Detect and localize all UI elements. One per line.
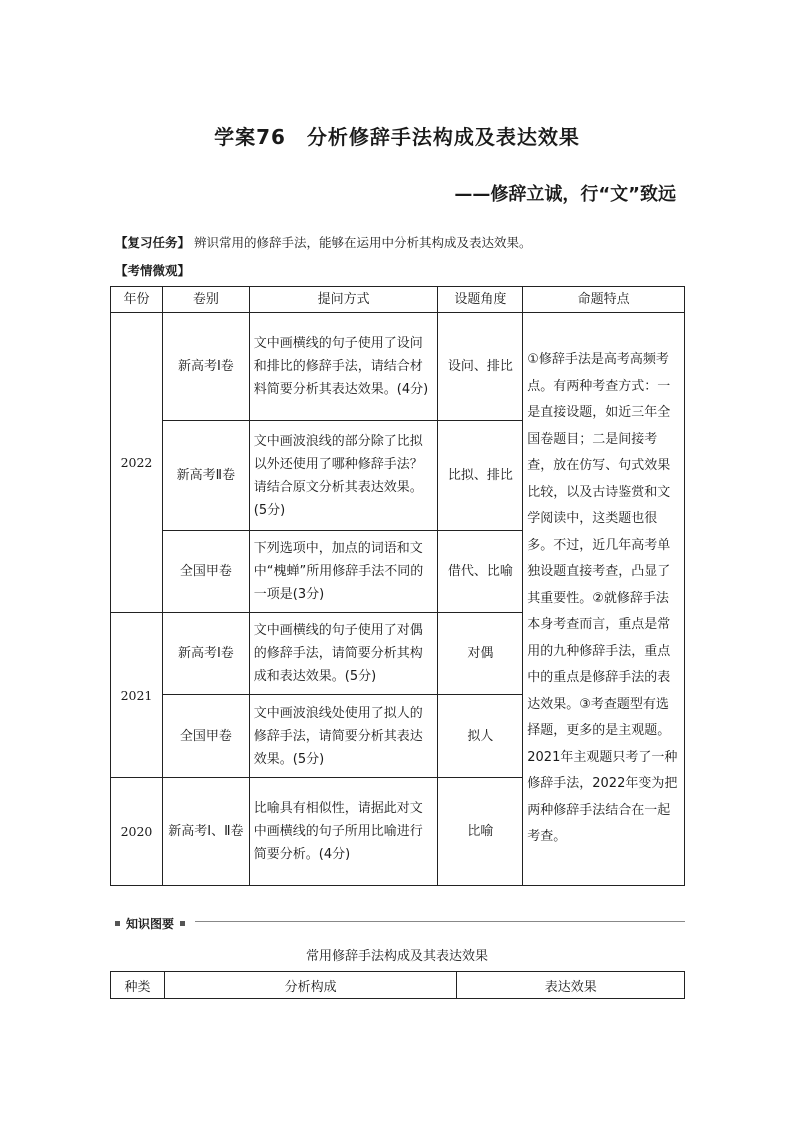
question-cell: 文中画横线的句子使用了对偶的修辞手法，请简要分析其构成和表达效果。(5分): [249, 613, 438, 695]
year-cell: 2020: [111, 778, 163, 886]
question-cell: 文中画波浪线处使用了拟人的修辞手法，请简要分析其表达效果。(5分): [249, 695, 438, 778]
header-structure: 分析构成: [164, 972, 456, 999]
angle-cell: 比喻: [438, 778, 523, 886]
square-bullet-icon: [180, 921, 185, 926]
exam-survey-label: 【考情微观】: [115, 263, 191, 278]
paper-cell: 新高考Ⅰ卷: [162, 313, 249, 421]
knowledge-table-title: 常用修辞手法构成及其表达效果: [305, 949, 488, 964]
header-features: 命题特点: [523, 287, 685, 313]
paper-cell: 新高考Ⅰ卷: [162, 613, 249, 695]
header-paper: 卷别: [162, 287, 249, 313]
header-question: 提问方式: [249, 287, 438, 313]
year-cell: 2022: [111, 313, 163, 613]
section-label: 知识图要: [126, 917, 175, 931]
table-row: [111, 313, 685, 421]
header-year: 年份: [111, 287, 163, 313]
page-title: 学案76 分析修辞手法构成及表达效果: [214, 125, 580, 149]
question-cell: 下列选项中，加点的词语和文中“槐蝉”所用修辞手法不同的一项是(3分): [249, 531, 438, 613]
review-task-text: 辨识常用的修辞手法，能够在运用中分析其构成及表达效果。: [194, 235, 532, 250]
paper-cell: 全国甲卷: [162, 695, 249, 778]
year-cell: 2021: [111, 613, 163, 778]
section-divider: [195, 921, 685, 922]
angle-cell: 对偶: [438, 613, 523, 695]
paper-cell: 全国甲卷: [162, 531, 249, 613]
review-task: [115, 233, 532, 251]
question-cell: 文中画波浪线的部分除了比拟以外还使用了哪种修辞手法？请结合原文分析其表达效果。(5分): [249, 421, 438, 531]
header-angle: 设题角度: [438, 287, 523, 313]
paper-cell: 新高考Ⅰ、Ⅱ卷: [162, 778, 249, 886]
page-subtitle: ——修辞立诚，行“文”致远: [454, 184, 676, 205]
section-heading: [115, 913, 685, 929]
header-effect: 表达效果: [457, 972, 685, 999]
angle-cell: 拟人: [438, 695, 523, 778]
paper-cell: 新高考Ⅱ卷: [162, 421, 249, 531]
angle-cell: 比拟、排比: [438, 421, 523, 531]
header-kind: 种类: [111, 972, 165, 999]
angle-cell: 设问、排比: [438, 313, 523, 421]
exam-overview-table: [110, 286, 685, 886]
question-cell: 文中画横线的句子使用了设问和排比的修辞手法，请结合材料简要分析其表达效果。(4分): [249, 313, 438, 421]
square-bullet-icon: [115, 921, 120, 926]
question-cell: 比喻具有相似性，请据此对文中画横线的句子所用比喻进行简要分析。(4分): [249, 778, 438, 886]
angle-cell: 借代、比喻: [438, 531, 523, 613]
features-cell: ①修辞手法是高考高频考点。有两种考查方式：一是直接设题，如近三年全国卷题目；二是间接考查，放在仿写、句式效果比较，以及古诗鉴赏和文学阅读中，这类题也很多。不过，近几年高考单独设题直接考查，凸显了其重要性。②就修辞手法本身考查而言，重点是常用的九种修辞手法，重点中的重点是修辞手法的表达效果。③考查题型有选择题，更多的是主观题。2021年主观题只考了一种修辞手法，2022年变为把两种修辞手法结合在一起考查。: [523, 313, 685, 886]
review-task-tag: 【复习任务】: [115, 235, 191, 250]
knowledge-table: [110, 971, 685, 999]
table-header-row: [111, 287, 685, 313]
table-header-row: [111, 972, 685, 999]
